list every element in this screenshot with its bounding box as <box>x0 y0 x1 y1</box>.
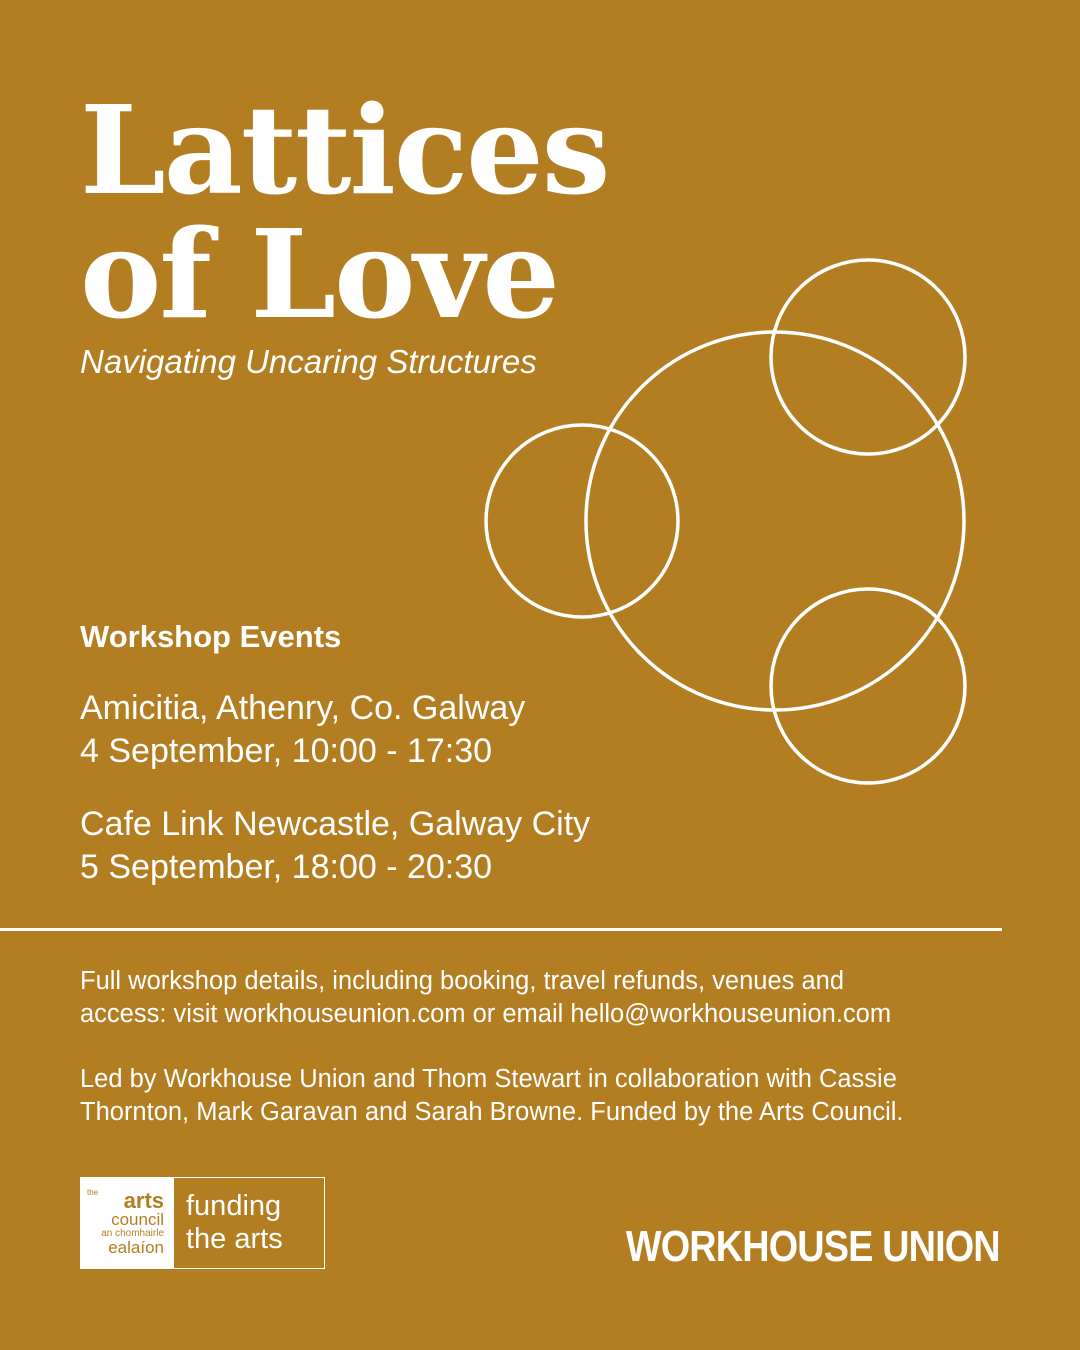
funding-the-arts <box>174 1178 324 1268</box>
funding-line: funding <box>186 1190 282 1222</box>
title-line-2: of Love <box>80 202 558 346</box>
small-circle-top <box>771 260 965 454</box>
workshop-events-heading: Workshop Events <box>80 619 342 654</box>
funding-line: the arts <box>186 1223 283 1255</box>
small-circle-left <box>486 425 678 617</box>
event-venue: Amicitia, Athenry, Co. Galway <box>80 689 526 727</box>
credits-line: Thornton, Mark Garavan and Sarah Browne. Funded by the Arts Council. <box>80 1098 904 1126</box>
event-venue: Cafe Link Newcastle, Galway City <box>80 805 591 843</box>
event-datetime: 4 September, 10:00 - 17:30 <box>80 732 493 770</box>
logo-arts: arts <box>123 1187 164 1213</box>
divider-line <box>0 928 1002 931</box>
booking-details-line: Full workshop details, including booking, travel refunds, venues and <box>80 967 845 995</box>
large-circle <box>586 332 964 710</box>
small-circle-bottom <box>771 589 965 783</box>
logo-the: the <box>87 1188 99 1197</box>
logo-chomhairle: an chomhairle <box>101 1227 164 1239</box>
logo-council: council <box>111 1209 164 1229</box>
event-item <box>80 687 525 773</box>
logo-ealaion: ealaíon <box>108 1237 164 1257</box>
title-line-1: Lattices <box>80 78 609 222</box>
workhouse-union-logo: WORKHOUSE UNION <box>626 1222 1000 1271</box>
credits-line: Led by Workhouse Union and Thom Stewart in collaboration with Cassie <box>80 1065 897 1093</box>
booking-details-line: access: visit workhouseunion.com or email hello@workhouseunion.com <box>80 1000 892 1028</box>
event-item <box>80 803 590 889</box>
poster-subtitle: Navigating Uncaring Structures <box>80 343 537 380</box>
arts-council-wordmark <box>81 1178 174 1268</box>
arts-council-logo <box>80 1177 325 1269</box>
event-datetime: 5 September, 18:00 - 20:30 <box>80 848 493 886</box>
booking-details <box>80 965 1010 1031</box>
credits-text <box>80 1063 1010 1129</box>
poster-title <box>80 78 609 346</box>
